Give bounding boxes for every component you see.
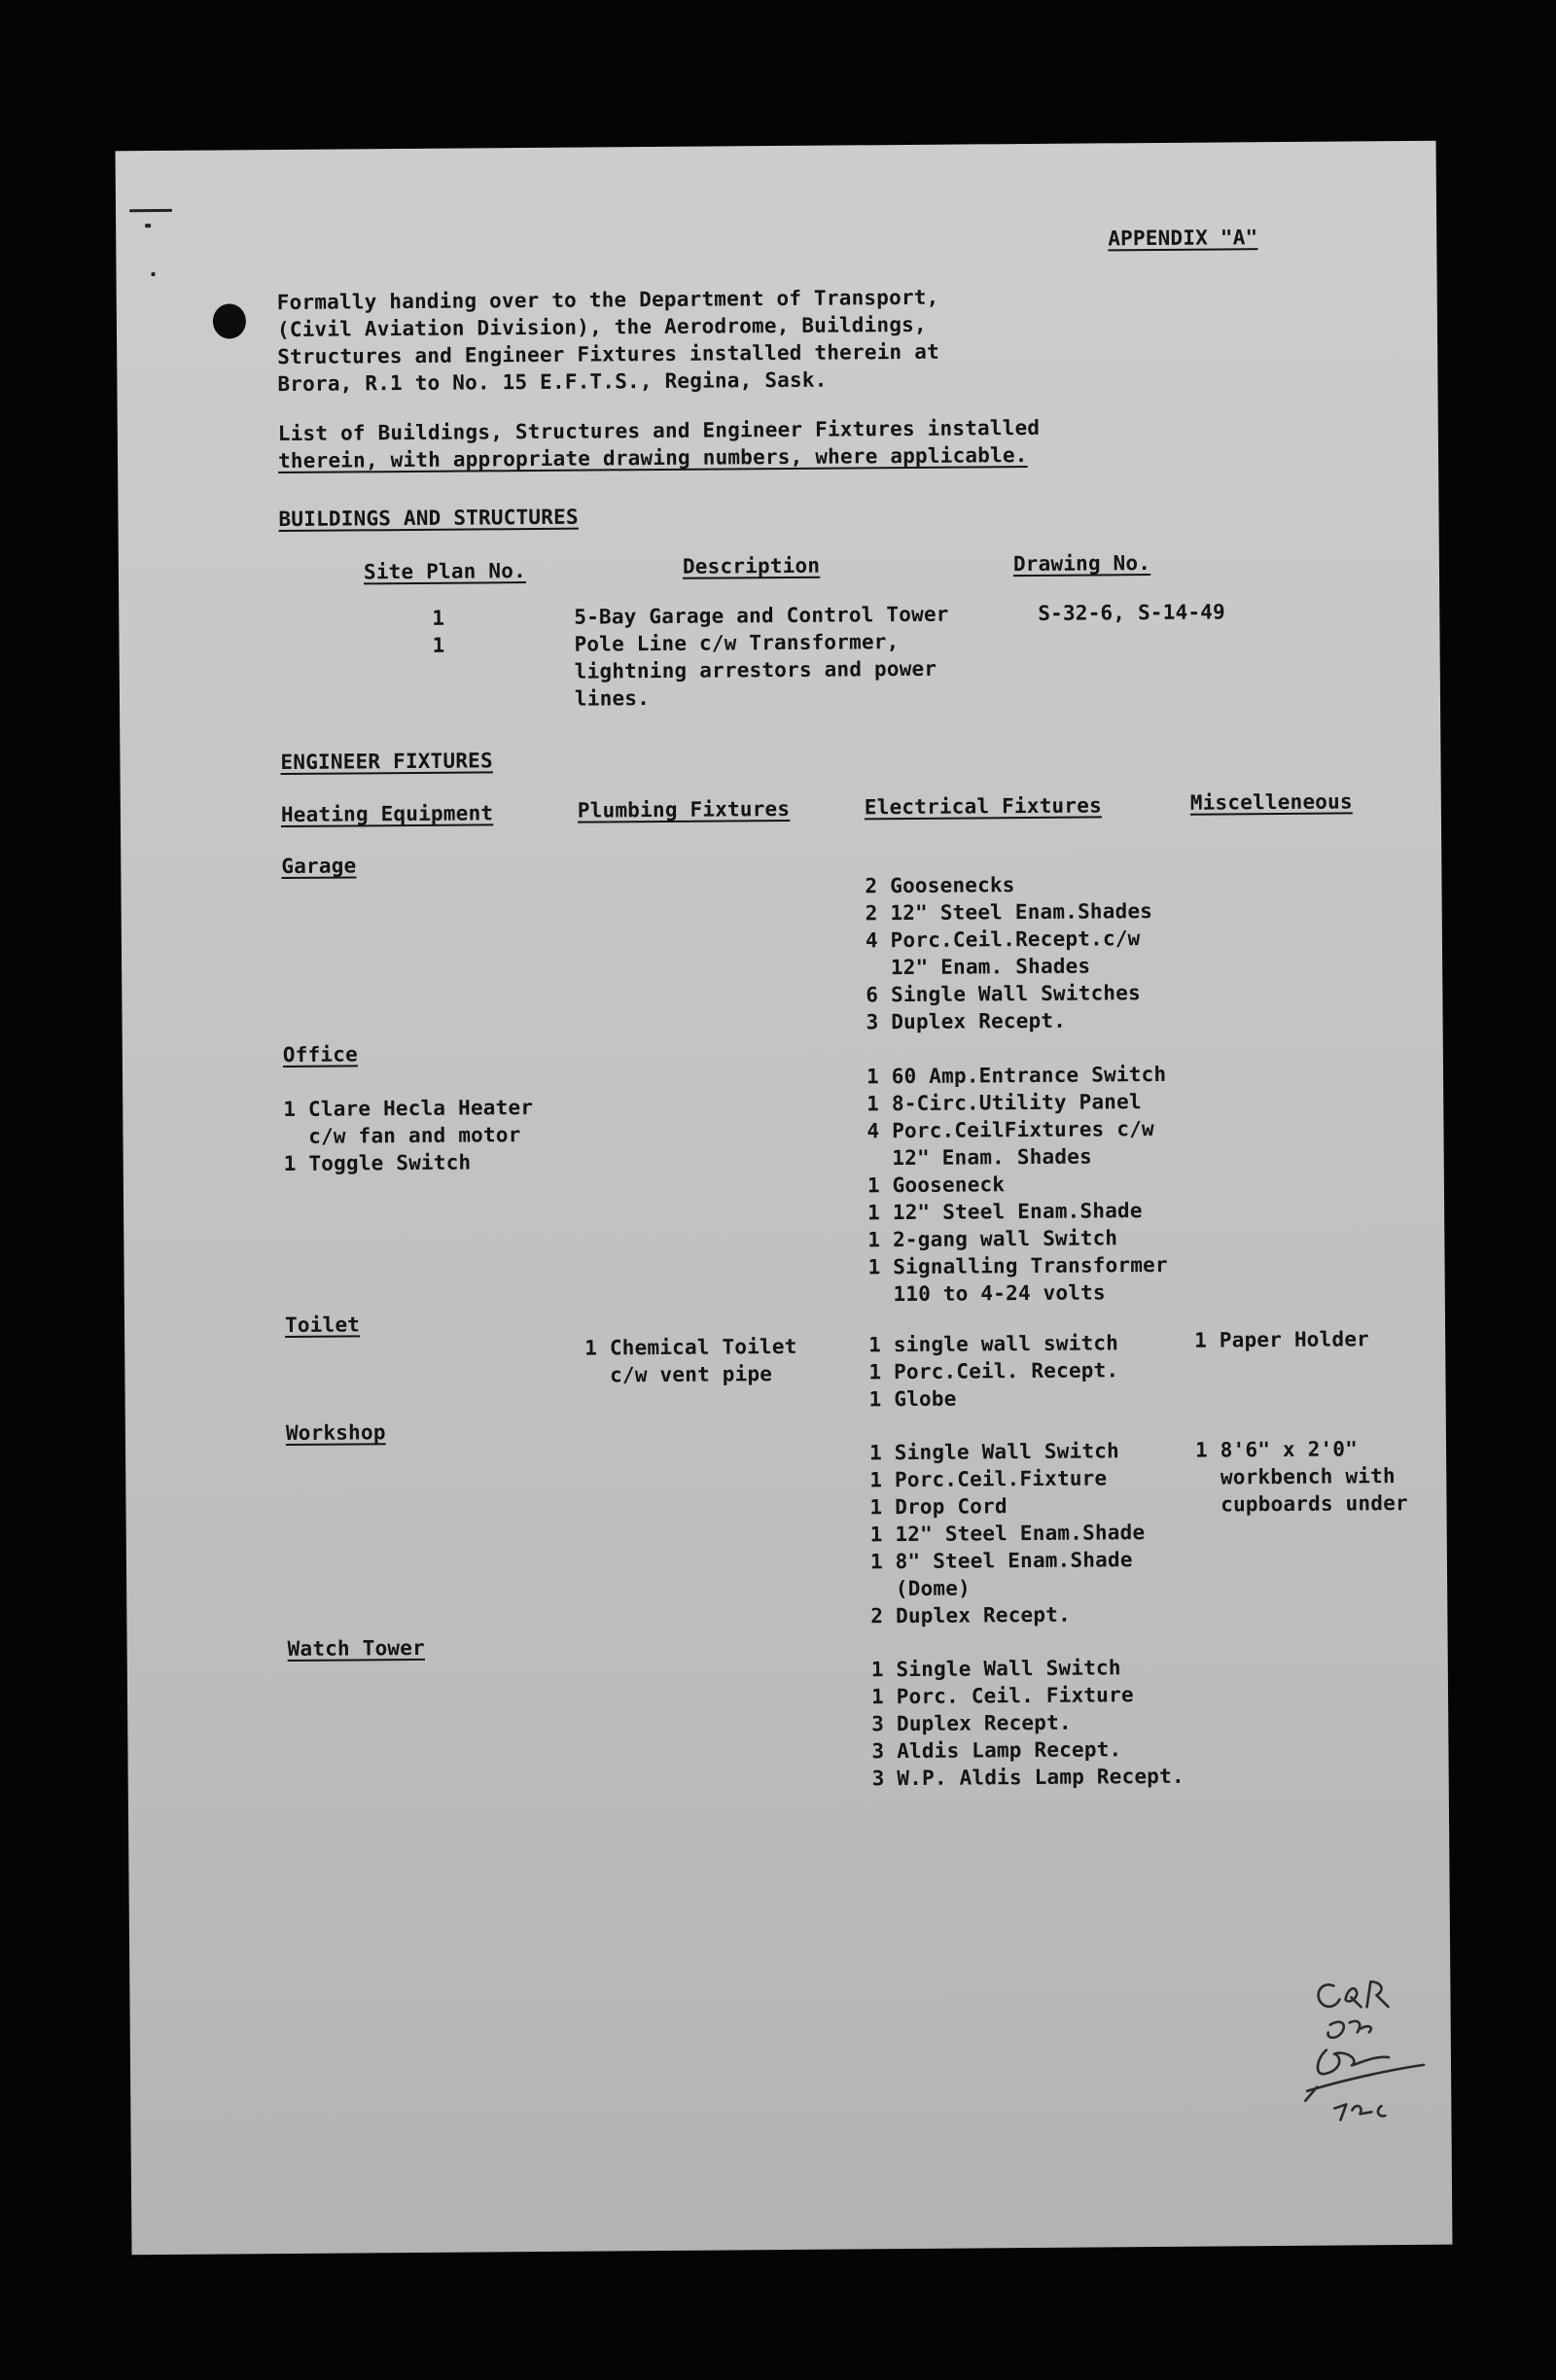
scan-speck: [145, 224, 151, 228]
electrical-item: 1 60 Amp.Entrance Switch: [866, 1062, 1167, 1089]
plumbing-item: c/w vent pipe: [584, 1362, 773, 1387]
electrical-item: 1 Porc.Ceil.Fixture: [869, 1466, 1108, 1492]
electrical-item: 4 Porc.CeilFixtures c/w: [866, 1117, 1154, 1143]
electrical-item: 1 Gooseneck: [866, 1172, 1006, 1198]
electrical-item: 1 12" Steel Enam.Shade: [867, 1199, 1143, 1225]
punch-hole: [213, 303, 246, 338]
fixtures-heading: ENGINEER FIXTURES: [280, 749, 493, 775]
electrical-item: 2 Duplex Recept.: [870, 1602, 1071, 1628]
site-plan-number: 1: [432, 633, 445, 657]
plumbing-item: 1 Chemical Toilet: [584, 1334, 797, 1360]
room-label-toilet: Toilet: [284, 1312, 361, 1338]
electrical-item: 2 Goosenecks: [865, 873, 1015, 898]
list-intro-line: List of Buildings, Structures and Engineer Fixtures installed: [277, 415, 1041, 446]
scan-speck: [152, 272, 156, 276]
electrical-item: 3 Duplex Recept.: [866, 1008, 1067, 1034]
electrical-item: 1 single wall switch: [868, 1331, 1119, 1357]
intro-line: (Civil Aviation Division), the Aerodrome, Buildings,: [276, 312, 927, 342]
heating-item: 1 Clare Hecla Heater: [283, 1096, 534, 1122]
site-plan-number: 1: [432, 606, 445, 630]
column-header-misc: Miscelleneous: [1189, 789, 1353, 815]
electrical-item: 1 Globe: [868, 1386, 957, 1412]
electrical-item: 1 Porc.Ceil. Recept.: [868, 1358, 1119, 1384]
column-header-description: Description: [682, 553, 821, 578]
building-description: Pole Line c/w Transformer,: [574, 630, 900, 656]
electrical-item: 3 W.P. Aldis Lamp Recept.: [871, 1764, 1185, 1791]
misc-item: 1 Paper Holder: [1194, 1327, 1370, 1352]
document-page: [116, 141, 1453, 2256]
list-intro-line: therein, with appropriate drawing numbers, where applicable.: [277, 443, 1028, 473]
misc-item: 1 8'6" x 2'0": [1194, 1437, 1359, 1462]
electrical-item: 2 12" Steel Enam.Shades: [865, 899, 1153, 926]
electrical-item: 6 Single Wall Switches: [866, 981, 1142, 1007]
room-label-garage: Garage: [281, 854, 357, 879]
electrical-item: 3 Duplex Recept.: [871, 1710, 1072, 1736]
electrical-item: 3 Aldis Lamp Recept.: [871, 1737, 1122, 1764]
electrical-item: 1 12" Steel Enam.Shade: [869, 1521, 1146, 1547]
room-label-office: Office: [282, 1042, 358, 1068]
electrical-item: 1 Porc. Ceil. Fixture: [870, 1683, 1134, 1709]
room-label-watch-tower: Watch Tower: [287, 1635, 425, 1662]
electrical-item: 12" Enam. Shades: [866, 1144, 1092, 1171]
column-header-drawing: Drawing No.: [1012, 551, 1151, 577]
electrical-item: 110 to 4-24 volts: [867, 1280, 1106, 1307]
intro-line: Brora, R.1 to No. 15 E.F.T.S., Regina, Sask.: [277, 368, 828, 397]
electrical-item: 1 Signalling Transformer: [867, 1252, 1168, 1279]
heating-item: c/w fan and motor: [283, 1123, 521, 1149]
intro-line: Structures and Engineer Fixtures installed therein at: [277, 339, 939, 369]
building-description: lightning arrestors and power: [574, 656, 937, 683]
electrical-item: 4 Porc.Ceil.Recept.c/w: [865, 927, 1141, 953]
intro-line: Formally handing over to the Department of Transport,: [276, 285, 939, 315]
misc-item: workbench with: [1195, 1464, 1396, 1489]
scan-speck: [129, 209, 172, 212]
misc-item: cupboards under: [1195, 1490, 1408, 1517]
handwritten-initials: [1287, 1964, 1433, 2130]
electrical-item: 1 8" Steel Enam.Shade: [869, 1548, 1133, 1574]
column-header-electrical: Electrical Fixtures: [864, 793, 1102, 820]
heating-item: 1 Toggle Switch: [283, 1150, 472, 1176]
electrical-item: 1 Single Wall Switch: [870, 1656, 1121, 1682]
electrical-item: 1 8-Circ.Utility Panel: [866, 1090, 1142, 1116]
column-header-site-plan: Site Plan No.: [363, 559, 526, 584]
room-label-workshop: Workshop: [285, 1420, 386, 1446]
appendix-label: APPENDIX "A": [1108, 226, 1258, 251]
buildings-heading: BUILDINGS AND STRUCTURES: [278, 505, 579, 532]
drawing-number: S-32-6, S-14-49: [1038, 600, 1226, 625]
electrical-item: 1 Drop Cord: [869, 1494, 1008, 1520]
electrical-item: (Dome): [870, 1576, 972, 1601]
column-header-heating: Heating Equipment: [280, 801, 494, 827]
electrical-item: 12" Enam. Shades: [866, 954, 1091, 980]
column-header-plumbing: Plumbing Fixtures: [577, 796, 791, 822]
building-description: 5-Bay Garage and Control Tower: [574, 602, 949, 629]
building-description: lines.: [574, 686, 651, 711]
electrical-item: 1 2-gang wall Switch: [867, 1226, 1118, 1252]
electrical-item: 1 Single Wall Switch: [868, 1439, 1120, 1465]
